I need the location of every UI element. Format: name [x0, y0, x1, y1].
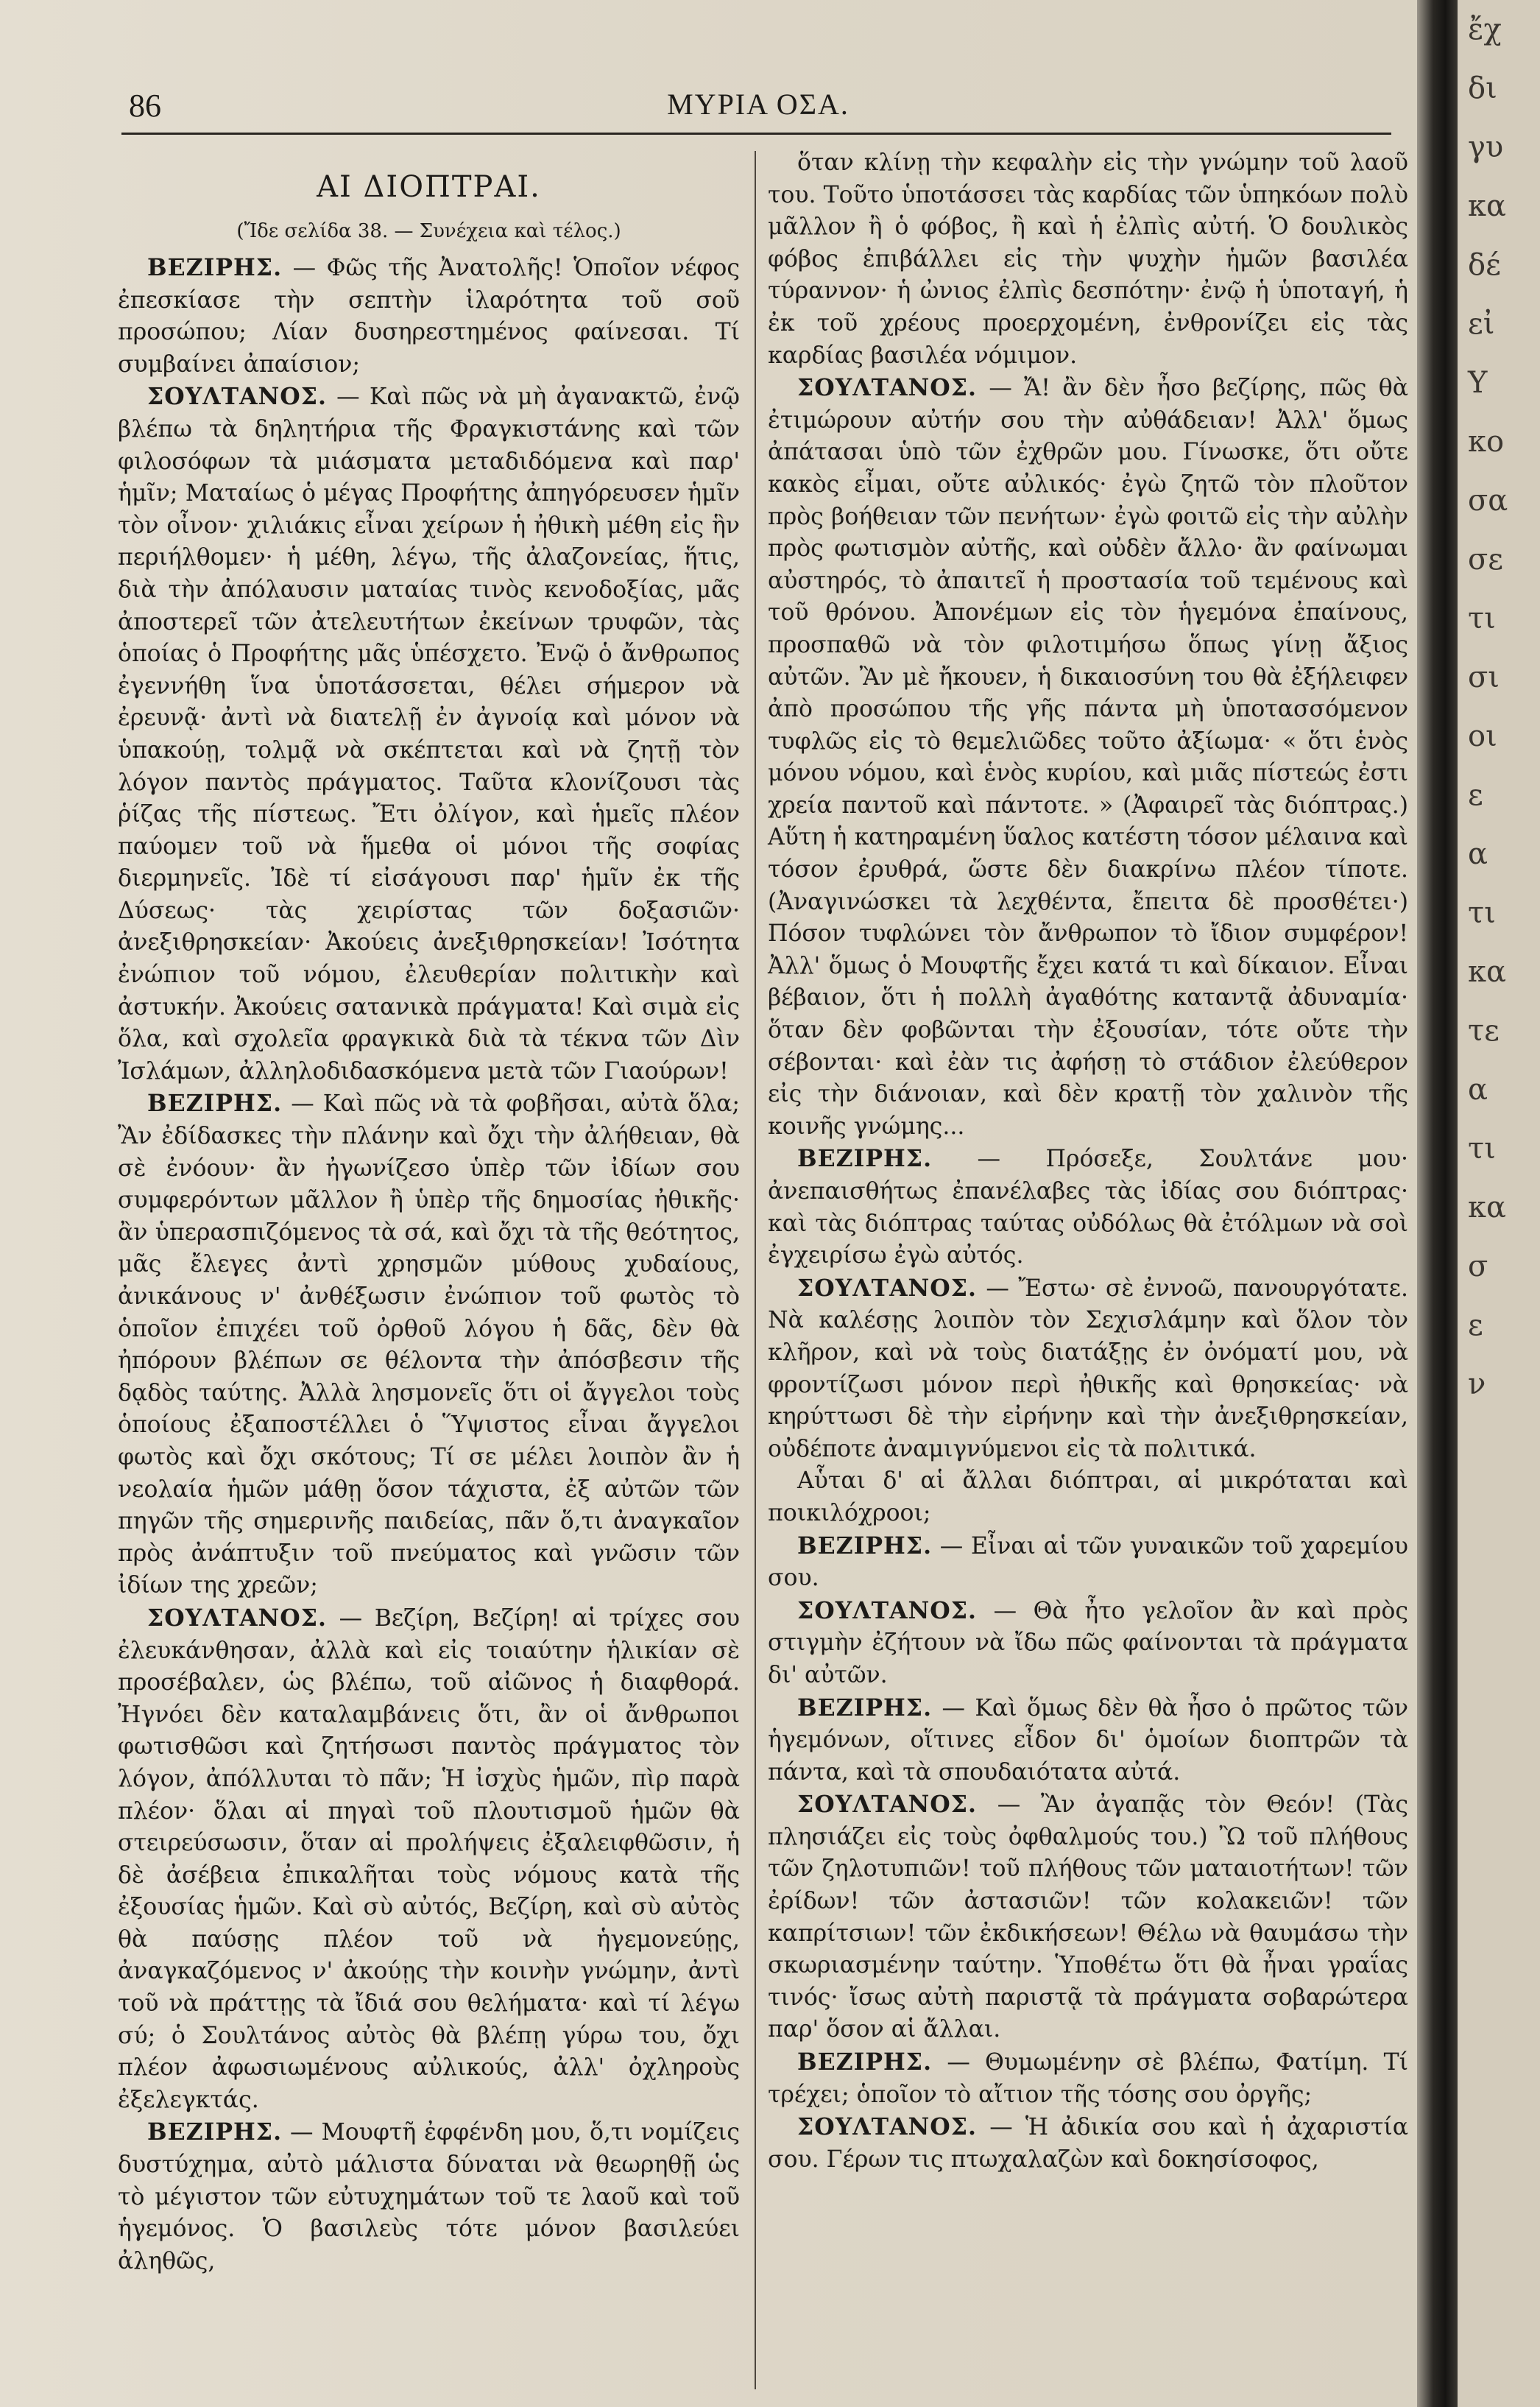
facing-page-fragment: σ — [1468, 1250, 1488, 1283]
speaker-name: ΒΕΖΙΡΗΣ. — [147, 1090, 283, 1118]
dialogue-paragraph — [768, 1530, 1408, 1595]
facing-page-edge — [1458, 0, 1540, 2407]
dialogue-text: — Εἶναι αἱ τῶν γυναικῶν τοῦ χαρεμίου σου. — [768, 1532, 1408, 1592]
article-subtitle: (Ἴδε σελίδα 38. — Συνέχεια καὶ τέλος.) — [236, 220, 621, 242]
speaker-name: ΒΕΖΙΡΗΣ. — [797, 1694, 933, 1721]
dialogue-text: — Μουφτῆ ἐφφένδη μου, ὅ,τι νομίζεις δυστύχημα, αὐτὸ μάλιστα δύναται νὰ θεωρηθῇ ὡς τὸ μέγιστον τῶν εὐτυχημάτων τοῦ τε λαοῦ καὶ τοῦ ἡγεμόνος. Ὁ βασιλεὺς τότε μόνον βασιλεύει ἀληθῶς, — [118, 2119, 740, 2274]
speaker-name: ΣΟΥΛΤΑΝΟΣ. — [797, 1274, 977, 1302]
column-divider — [755, 151, 756, 2389]
dialogue-text: — Πρόσεξε, Σουλτάνε μου· ἀνεπαισθήτως ἐπανέλαβες τὰς ἰδίας σου διόπτρας· καὶ τὰς διόπτρας ταύτας οὐδόλως θὰ ἐτόλμων νὰ σοὶ ἐγχειρίσω ἐγὼ αὐτός. — [768, 1146, 1408, 1269]
facing-page-fragment: κο — [1468, 425, 1505, 459]
left-column-paragraphs — [118, 252, 740, 2277]
header-rule — [121, 133, 1391, 135]
facing-page-fragments — [1458, 0, 1540, 1414]
speaker-name: ΣΟΥΛΤΑΝΟΣ. — [797, 1791, 977, 1819]
dialogue-paragraph — [768, 1692, 1408, 1789]
dialogue-paragraph — [768, 2111, 1408, 2176]
dialogue-paragraph — [768, 147, 1408, 372]
facing-page-fragment: δι — [1468, 71, 1497, 105]
page-number: 86 — [129, 88, 161, 124]
dialogue-paragraph — [768, 372, 1408, 1143]
dialogue-text: — Φῶς τῆς Ἀνατολῆς! Ὁποῖον νέφος ἐπεσκίασε τὴν σεπτὴν ἱλαρότητα τοῦ σοῦ προσώπου; Λίαν δυσηρεστημένος φαίνεσαι. Τί συμβαίνει ἀπαίσιον; — [118, 255, 740, 378]
facing-page-fragment: κα — [1468, 1191, 1507, 1224]
dialogue-text: — Ἄ! ἂν δὲν ἦσο βεζίρης, πῶς θὰ ἐτιμώρουν αὐτήν σου τὴν αὐθάδειαν! Ἀλλ' ὅμως ἀπάτασαι ὑπὸ τῶν ἐχθρῶν μου. Γίνωσκε, ὅτι οὔτε κακὸς εἶμαι, οὔτε αὐλικός· ἐγὼ ζητῶ τὸν πλοῦτον πρὸς βοήθειαν τῶν πενήτων· ἐγὼ φοιτῶ εἰς τὴν αὐλὴν πρὸς φωτισμὸν αὐτῆς, καὶ οὐδὲν ἄλλο· ἂν φαίνωμαι αὐστηρός, τὸ ἀπαιτεῖ ἡ προστασία τοῦ τεμένους καὶ τοῦ θρόνου. Ἀπονέμων εἰς τὸν ἡγεμόνα ἐπαίνους, προσπαθῶ νὰ τὸν φιλοτιμήσω ὅπως γίνῃ ἄξιος αὐτῶν. Ἂν μὲ ἤκουεν, ἡ δικαιοσύνη του θὰ ἐξήλειφεν ἀπὸ προσώπου τῆς γῆς πάντα μὴ ὑποτασσόμενον τυφλῶς εἰς τὸ θεμελιῶδες τοῦτο ἀξίωμα· « ὅτι ἑνὸς μόνου νόμου, καὶ ἑνὸς κυρίου, καὶ μιᾶς πίστεώς ἐστι χρεία παντοῦ καὶ πάντοτε. » (Ἀφαιρεῖ τὰς διόπτρας.) Αὕτη ἡ κατηραμένη ὕαλος κατέστη τόσον μέλαινα καὶ τόσον ἐρυθρά, ὥστε δὲν διακρίνω πλέον τίποτε. (Ἀναγινώσκει τὰ λεχθέντα, ἔπειτα δὲ προσθέτει·) Πόσον τυφλώνει τὸν ἄνθρωπον τὸ ἴδιον συμφέρον! Ἀλλ' ὅμως ὁ Μουφτῆς ἔχει κατά τι καὶ δίκαιον. Εἶναι βέβαιον, ὅτι ἡ πολλὴ ἀγαθότης καταντᾷ ἀδυναμία· ὅταν δὲν φοβῶνται τὴν ἐξουσίαν, τότε οὔτε τὴν σέβονται· καὶ ἐὰν τις ἀφήσῃ τὸ στάδιον ἐλεύθερον εἰς τὴν διάνοιαν, καὶ δὲν κρατῇ τὸν χαλινὸν τῆς κοινῆς γνώμης... — [768, 375, 1408, 1140]
dialogue-paragraph — [118, 1602, 740, 2117]
facing-page-fragment: τι — [1468, 602, 1496, 635]
facing-page-fragment: τι — [1468, 896, 1496, 930]
facing-page-fragment: σε — [1468, 543, 1504, 577]
dialogue-paragraph — [768, 1595, 1408, 1692]
dialogue-text: Αὗται δ' αἱ ἄλλαι διόπτραι, αἱ μικρόταται καὶ ποικιλόχροοι; — [768, 1467, 1408, 1526]
facing-page-fragment: δέ — [1468, 248, 1501, 282]
facing-page-fragment: ε — [1468, 778, 1483, 812]
speaker-name: ΒΕΖΙΡΗΣ. — [797, 1532, 933, 1560]
dialogue-paragraph — [118, 2116, 740, 2277]
facing-page-fragment: Υ — [1468, 366, 1488, 400]
speaker-name: ΣΟΥΛΤΑΝΟΣ. — [147, 1604, 327, 1632]
facing-page-fragment: γυ — [1468, 130, 1504, 164]
facing-page-fragment: α — [1468, 1073, 1488, 1107]
facing-page-fragment: α — [1468, 837, 1488, 871]
right-column — [768, 147, 1408, 2176]
dialogue-paragraph — [768, 1465, 1408, 1529]
journal-title: ΜΥΡΙΑ ΟΣΑ. — [667, 88, 850, 121]
article-title: ΑΙ ΔΙΟΠΤΡΑΙ. — [317, 170, 541, 204]
book-spine-shadow — [1417, 0, 1458, 2407]
dialogue-text: — Βεζίρη, Βεζίρη! αἱ τρίχες σου ἐλευκάνθησαν, ἀλλὰ καὶ εἰς τοιαύτην ἡλικίαν σὲ προσέβαλεν, ὡς βλέπω, τοῦ αἰῶνος ἡ διαφθορά. Ἠγνόει δὲν καταλαμβάνεις ὅτι, ἂν οἱ ἄνθρωποι φωτισθῶσι καὶ ζητήσωσι παντὸς πράγματος τὸν λόγον, ἀπόλλυται τὸ πᾶν; Ἡ ἰσχὺς ἡμῶν, πὶρ παρὰ πλέον· ὅλαι αἱ πηγαὶ τοῦ πλουτισμοῦ ἡμῶν θὰ στειρεύσωσιν, ὅταν αἱ προλήψεις ἐξαλειφθῶσιν, ἡ δὲ ἀσέβεια ἐπικαλῆται τοὺς νόμους κατὰ τῆς ἐξουσίας ἡμῶν. Καὶ σὺ αὐτός, Βεζίρη, καὶ σὺ αὐτὸς θὰ παύσῃς πλέον τοῦ νὰ ἡγεμονεύῃς, ἀναγκαζόμενος ν' ἀκούῃς τὴν κοινὴν γνώμην, ἀντὶ τοῦ νὰ πράττῃς τὰ ἴδιά σου θελήματα· καὶ τί λέγω σύ; ὁ Σουλτάνος αὐτὸς θὰ βλέπῃ γύρω του, ὄχι πλέον ἀφωσιωμένους αὐλικούς, ἀλλ' ὀχληροὺς ἐξελεγκτάς. — [118, 1604, 741, 2113]
speaker-name: ΣΟΥΛΤΑΝΟΣ. — [797, 2113, 977, 2141]
dialogue-paragraph — [768, 2046, 1408, 2111]
dialogue-text: — Ἡ ἀδικία σου καὶ ἡ ἀχαριστία σου. Γέρων τις πτωχαλαζὼν καὶ δοκησίσοφος, — [768, 2114, 1408, 2173]
dialogue-paragraph — [118, 381, 740, 1088]
facing-page-fragment: κα — [1468, 955, 1507, 989]
speaker-name: ΣΟΥΛΤΑΝΟΣ. — [797, 1596, 977, 1624]
facing-page-fragment: ἔχ — [1468, 13, 1502, 46]
dialogue-paragraph — [118, 1088, 740, 1602]
speaker-name: ΒΕΖΙΡΗΣ. — [147, 2118, 283, 2146]
dialogue-paragraph — [768, 1272, 1408, 1466]
dialogue-text: — Καὶ πῶς νὰ μὴ ἀγανακτῶ, ἐνῷ βλέπω τὰ δηλητήρια τῆς Φραγκιστάνης καὶ τῶν φιλοσόφων τὰ μιάσματα μεταδιδόμενα καὶ παρ' ἡμῖν; Ματαίως ὁ μέγας Προφήτης ἀπηγόρευσεν ἡμῖν τὸν οἶνον· χιλιάκις εἶναι χείρων ἡ ἠθικὴ μέθη εἰς ἣν περιήλθομεν· ἡ μέθη, λέγω, τῆς ἀλαζονείας, ἥτις, διὰ τὴν ἀπόλαυσιν ματαίας τινὸς κενοδοξίας, μᾶς ἀποστερεῖ τῶν ἀτελευτήτων ἐκείνων τρυφῶν, τὰς ὁποίας ὁ Προφήτης μᾶς ὑπέσχετο. Ἐνῷ ὁ ἄνθρωπος ἐγεννήθη ἵνα ὑποτάσσεται, θέλει σήμερον νὰ ἐρευνᾷ· ἀντὶ νὰ διατελῇ ἐν ἀγνοίᾳ καὶ μόνον νὰ ὑπακούῃ, τολμᾷ νὰ σκέπτεται καὶ νὰ ζητῇ τὸν λόγον παντὸς πράγματος. Ταῦτα κλονίζουσι τὰς ῥίζας τῆς πίστεως. Ἔτι ὀλίγον, καὶ ἡμεῖς πλέον παύομεν τοῦ νὰ ἥμεθα οἱ μόνοι τῆς σοφίας διερμηνεῖς. Ἰδὲ τί εἰσάγουσι παρ' ἡμῖν ἐκ τῆς Δύσεως· τὰς χειρίστας τῶν δοξασιῶν· ἀνεξιθρησκείαν· Ἀκούεις ἀνεξιθρησκείαν! Ἰσότητα ἐνώπιον τοῦ νόμου, ἐλευθερίαν πολιτικὴν καὶ ἀστυκήν. Ἀκούεις σατανικὰ πράγματα! Καὶ σιμὰ εἰς ὅλα, καὶ σχολεῖα φραγκικὰ διὰ τὰ τέκνα τῶν Δὶν Ἰσλάμων, ἀλληλοδιδασκόμενα μετὰ τῶν Γιαούρων! — [118, 384, 740, 1085]
speaker-name: ΣΟΥΛΤΑΝΟΣ. — [147, 383, 327, 411]
dialogue-text: — Θυμωμένην σὲ βλέπω, Φατίμη. Τί τρέχει; ὁποῖον τὸ αἴτιον τῆς τόσης σου ὀργῆς; — [768, 2049, 1408, 2108]
facing-page-fragment: ε — [1468, 1308, 1483, 1342]
dialogue-text: — Θὰ ἦτο γελοῖον ἂν καὶ πρὸς στιγμὴν ἐζήτουν νὰ ἴδω πῶς φαίνονται τὰ πράγματα δι' αὐτῶν. — [768, 1597, 1408, 1688]
facing-page-fragment: σι — [1468, 660, 1500, 694]
dialogue-text: — Καὶ ὅμως δὲν θὰ ἦσο ὁ πρῶτος τῶν ἡγεμόνων, οἵτινες εἶδον δι' ὁμοίων διοπτρῶν τὰ πάντα, καὶ τὰ σπουδαιότατα αὐτά. — [768, 1694, 1408, 1786]
dialogue-text: — Ἔστω· σὲ ἐννοῶ, πανουργότατε. Νὰ καλέσῃς λοιπὸν τὸν Σεχισλάμην καὶ ὅλον τὸν κλῆρον, καὶ νὰ τοὺς διατάξῃς ἐν ὀνόματί μου, νὰ φροντίζωσι μόνον περὶ ἠθικῆς καὶ θρησκείας· νὰ κηρύττωσι δὲ τὴν εἰρήνην καὶ τὴν ἀνεξιθρησκείαν, οὐδέποτε ἀναμιγνύμενοι εἰς τὰ πολιτικά. — [768, 1275, 1409, 1462]
dialogue-text: — Ἂν ἀγαπᾷς τὸν Θεόν! (Τὰς πλησιάζει εἰς τοὺς ὀφθαλμούς του.) Ὢ τοῦ πλήθους τῶν ζηλοτυπιῶν! τοῦ πλήθους τῶν ματαιοτήτων! τῶν ἐρίδων! τῶν ἀστασιῶν! τῶν κολακειῶν! τῶν καπρίτσιων! τῶν ἐκδικήσεων! Θέλω νὰ θαυμάσω τὴν σκωριασμένην ταύτην. Ὑποθέτω ὅτι θὰ ἦναι γραΐας τινός· ἴσως αὐτὴ παριστᾷ τὰ πράγματα σοβαρώτερα παρ' ὅσον αἱ ἄλλαι. — [768, 1791, 1409, 2043]
speaker-name: ΒΕΖΙΡΗΣ. — [147, 254, 283, 281]
facing-page-fragment: οι — [1468, 719, 1497, 753]
dialogue-text: ὅταν κλίνῃ τὴν κεφαλὴν εἰς τὴν γνώμην τοῦ λαοῦ του. Τοῦτο ὑποτάσσει τὰς καρδίας τῶν ὑπηκόων πολὺ μᾶλλον ἢ ὁ φόβος, ἢ καὶ ἡ ἐλπὶς αὐτή. Ὁ δουλικὸς φόβος ἐπιβάλλει εἰς τὴν ψυχὴν ἡμῶν βασιλέα τύραννον· ἡ ὠνιος ἐλπὶς δεσπότην· ἐνῷ ἡ ὑποταγή, ἡ ἐκ τοῦ χρέους προερχομένη, ἐνθρονίζει εἰς τὰς καρδίας βασιλέα νόμιμον. — [768, 149, 1408, 369]
facing-page-fragment: κα — [1468, 189, 1507, 223]
dialogue-paragraph — [768, 1143, 1408, 1272]
facing-page-fragment: τι — [1468, 1132, 1496, 1166]
speaker-name: ΒΕΖΙΡΗΣ. — [797, 2048, 933, 2076]
facing-page-fragment: εἰ — [1468, 307, 1495, 341]
right-column-paragraphs — [768, 147, 1408, 2176]
facing-page-fragment: ν — [1468, 1367, 1486, 1401]
dialogue-text: — Καὶ πῶς νὰ τὰ φοβῆσαι, αὐτὰ ὅλα; Ἂν ἐδίδασκες τὴν πλάνην καὶ ὄχι τὴν ἀλήθειαν, θὰ σὲ ἐνόουν· ἂν ἠγωνίζεσο ὑπὲρ τῶν ἰδίων σου συμφερόντων μᾶλλον ἢ ὑπὲρ τῆς δημοσίας ἠθικῆς· ἂν ὑπερασπιζόμενος τὰ σά, καὶ ὄχι τὰ τῆς θεότητος, μᾶς ἔλεγες ἀντὶ χρησμῶν μύθους χυδαίους, ἀνικάνους ν' ἀνθέξωσιν ἐνώπιον τοῦ φωτὸς τὸ ὁποῖον ἐπιχέει τοῦ ὀρθοῦ λόγου ἡ δᾶς, δὲν θὰ ἠπόρουν βλέπων σε θέλοντα τὴν ἀπόσβεσιν τῆς δᾳδὸς ταύτης. Ἀλλὰ λησμονεῖς ὅτι οἱ ἄγγελοι τοὺς ὁποίους ἐξαποστέλλει ὁ Ὕψιστος εἶναι ἄγγελοι φωτὸς καὶ ὄχι σκότους; Τί σε μέλει λοιπὸν ἂν ἡ νεολαία ἡμῶν μάθῃ ὅσον τάχιστα, ἐξ αὐτῶν τῶν πηγῶν τῆς σημερινῆς παιδείας, πᾶν ὅ,τι ἀναγκαῖον πρὸς ἀνάπτυξιν τοῦ πνεύματος καὶ γνῶσιν τῶν ἰδίων της χρεῶν; — [118, 1090, 740, 1599]
speaker-name: ΒΕΖΙΡΗΣ. — [797, 1145, 933, 1173]
speaker-name: ΣΟΥΛΤΑΝΟΣ. — [797, 374, 977, 402]
dialogue-paragraph — [768, 1788, 1408, 2046]
dialogue-paragraph — [118, 252, 740, 381]
facing-page-fragment: τε — [1468, 1014, 1500, 1048]
left-column — [118, 147, 740, 2277]
facing-page-fragment: σα — [1468, 484, 1508, 518]
